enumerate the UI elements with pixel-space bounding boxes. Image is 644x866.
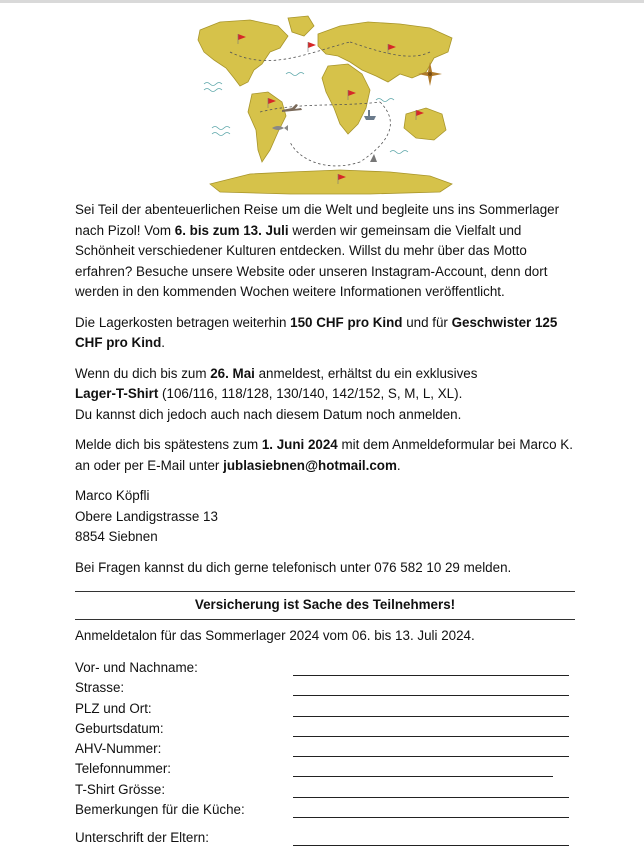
shirt-text: anmeldest, erhältst du ein exklusives [254, 365, 478, 381]
divider [75, 591, 575, 592]
australia-landmass [404, 108, 446, 140]
contact-name: Marco Köpfli [75, 488, 150, 503]
flag-icon [308, 42, 316, 48]
form-row-phone [75, 761, 575, 781]
wave-icon [212, 127, 230, 130]
contact-street: Obere Landigstrasse 13 [75, 508, 218, 524]
intro-text: werden wir gemeinsam die Vielfalt und Schönheit verschiedener Kulturen entdecken. Willst du mehr über das Motto erfahren? Besuche unsere Website oder unseren Instagram-Account, denn dort werden in den kommenden Wochen weitere Informationen veröffentlicht. [75, 222, 548, 299]
birthdate-fill-line[interactable] [293, 736, 569, 737]
wave-icon [204, 89, 222, 92]
world-map-illustration [190, 12, 460, 196]
shirt-name: Lager-T-Shirt [75, 386, 159, 401]
field-label: T-Shirt Grösse: [75, 781, 166, 797]
airplane-icon [282, 104, 302, 112]
wave-icon [286, 73, 304, 76]
letter-body [75, 200, 575, 578]
divider [75, 619, 575, 620]
form-row-ahv [75, 741, 575, 761]
cost-per-child: 150 CHF pro Kind [290, 314, 403, 330]
field-label: Unterschrift der Eltern: [75, 830, 209, 846]
shirt-text: Wenn du dich bis zum [75, 365, 211, 381]
field-label: Vor- und Nachname: [75, 660, 198, 675]
form-row-zip-city [75, 701, 575, 721]
africa-landmass [322, 64, 370, 134]
page-top-border [0, 0, 644, 3]
intro-text: Sei Teil der abenteuerlichen Reise um die Welt und begleite uns ins Sommerlager nach Pizol! Vom [75, 202, 560, 238]
intro-paragraph [75, 200, 575, 303]
form-row-street [75, 680, 575, 700]
wave-icon [376, 99, 394, 102]
field-label: Geburtsdatum: [75, 720, 164, 736]
ship-icon [364, 110, 376, 120]
form-row-signature [75, 830, 575, 850]
north-america-landmass [198, 20, 288, 86]
antarctica-landmass [210, 170, 452, 194]
costs-text: . [161, 335, 166, 350]
form-row-birthdate [75, 721, 575, 741]
field-label: Strasse: [75, 680, 125, 696]
zip-city-fill-line[interactable] [293, 716, 569, 717]
wave-icon [390, 151, 408, 154]
form-row-name [75, 660, 575, 680]
costs-paragraph [75, 313, 575, 354]
deadline-text: mit dem Anmeldeformular bei Marco K. an oder per E-Mail unter [75, 437, 573, 473]
field-label: PLZ und Ort: [75, 700, 152, 716]
registration-slip-title: Anmeldetalon für das Sommerlager 2024 vom 06. bis 13. Juli 2024. [75, 628, 475, 643]
deadline-paragraph [75, 435, 575, 476]
field-label: Telefonnummer: [75, 761, 172, 777]
questions-paragraph: Bei Fragen kannst du dich gerne telefonisch unter 076 582 10 29 melden. [75, 559, 512, 575]
shirt-paragraph [75, 364, 575, 426]
ahv-fill-line[interactable] [293, 756, 569, 757]
deadline-text: . [396, 457, 401, 473]
deadline-text: Melde dich bis spätestens zum [75, 437, 262, 452]
field-label: AHV-Nummer: [75, 741, 162, 757]
form-row-kitchen-notes [75, 802, 575, 822]
registration-form [75, 660, 575, 851]
shirt-text: Du kannst dich jedoch auch nach diesem Datum noch anmelden. [75, 406, 462, 422]
registration-deadline: 1. Juni 2024 [261, 437, 338, 452]
name-fill-line[interactable] [293, 675, 569, 676]
wave-icon [204, 83, 222, 86]
form-row-shirt-size [75, 782, 575, 802]
contact-city: 8854 Siebnen [75, 529, 158, 544]
wave-icon [212, 133, 230, 136]
phone-fill-line[interactable] [293, 776, 553, 777]
contact-email: jublasiebnen@hotmail.com [223, 457, 397, 473]
field-label: Bemerkungen für die Küche: [75, 802, 245, 818]
kitchen-notes-fill-line[interactable] [293, 817, 569, 818]
shirt-sizes: (106/116, 118/128, 130/140, 142/152, S, M, L, XL). [158, 386, 463, 401]
shirt-deadline: 26. Mai [210, 365, 255, 381]
sibling-cost: Geschwister 125 CHF pro Kind [75, 314, 558, 350]
street-fill-line[interactable] [293, 695, 569, 696]
contact-address [75, 486, 575, 548]
costs-text: Die Lagerkosten betragen weiterhin [75, 314, 291, 330]
greenland-landmass [288, 16, 314, 36]
shark-fin-icon [370, 154, 377, 162]
signature-fill-line[interactable] [293, 845, 569, 846]
insurance-notice: Versicherung ist Sache des Teilnehmers! [194, 597, 456, 612]
costs-text: und für [402, 314, 452, 330]
shirt-size-fill-line[interactable] [293, 797, 569, 798]
camp-dates: 6. bis zum 13. Juli [174, 222, 289, 238]
